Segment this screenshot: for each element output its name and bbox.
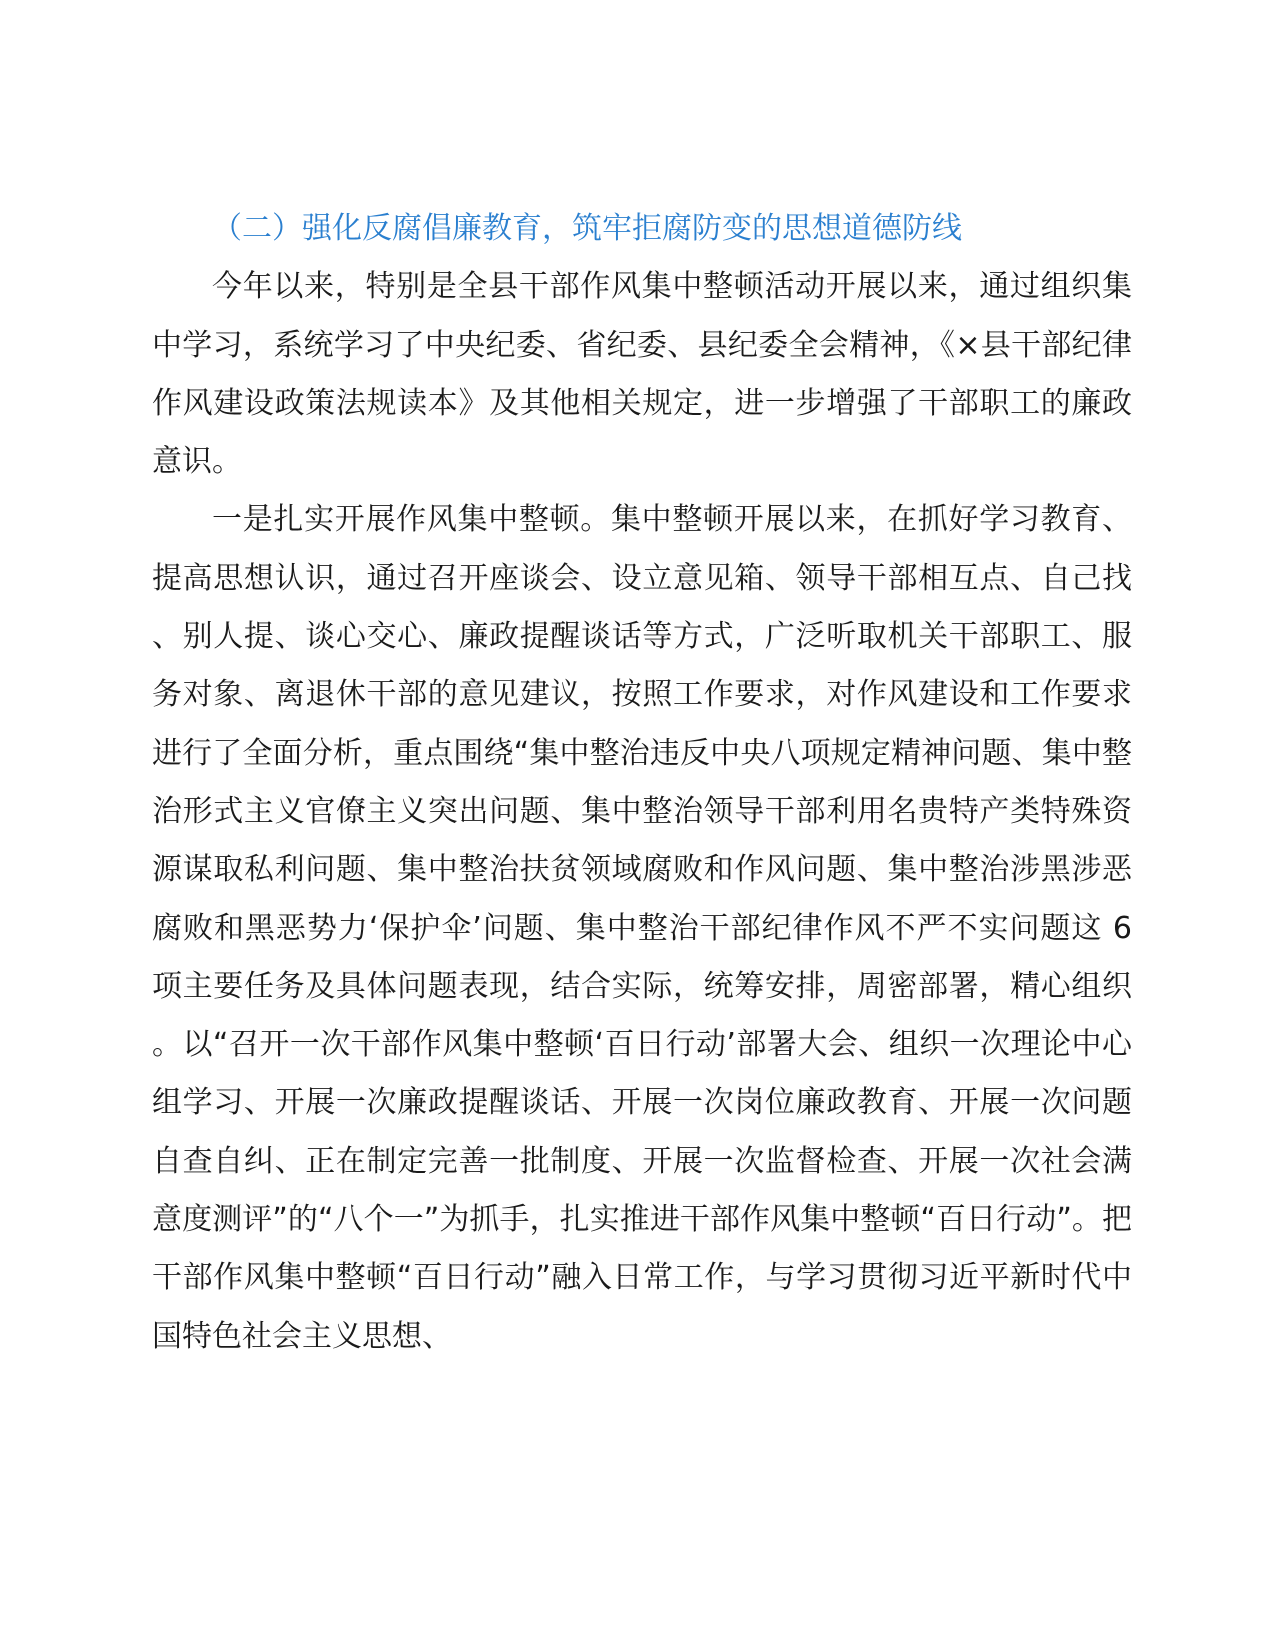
paragraph-rectification: 一是扎实开展作风集中整顿。集中整顿开展以来，在抓好学习教育、提高思想认识，通过召开座谈会、设立意见箱、领导干部相互点、自己找、别人提、谈心交心、廉政提醒谈话等方式，广泛听取机关干部职工、服务对象、离退休干部的意见建议，按照工作要求，对作风建设和工作要求进行了全面分析，重点围绕“集中整治违反中央八项规定精神问题、集中整治形式主义官僚主义突出问题、集中整治领导干部利用名贵特产类特殊资源谋取私利问题、集中整治扶贫领域腐败和作风问题、集中整治涉黑涉恶腐败和黑恶势力‘保护伞’问题、集中整治干部纪律作风不严不实问题这 6 项主要任务及具体问题表现，结合实际，统筹安排，周密部署，精心组织。以“召开一次干部作风集中整顿‘百日行动’部署大会、组织一次理论中心组学习、开展一次廉政提醒谈话、开展一次岗位廉政教育、开展一次问题自查自纠、正在制定完善一批制度、开展一次监督检查、开展一次社会满意度测评”的“八个一”为抓手，扎实推进干部作风集中整顿“百日行动”。把干部作风集中整顿“百日行动”融入日常工作，与学习贯彻习近平新时代中国特色社会主义思想、 bbox=[152, 502, 1132, 1354]
paragraph-intro: 今年以来，特别是全县干部作风集中整顿活动开展以来，通过组织集中学习，系统学习了中央纪委、省纪委、县纪委全会精神，《×县干部纪律作风建设政策法规读本》及其他相关规定，进一步增强了干部职工的廉政意识。 bbox=[152, 269, 1132, 480]
section-heading: （二）强化反腐倡廉教育，筑牢拒腐防变的思想道德防线 bbox=[212, 211, 962, 246]
document-body bbox=[152, 200, 1132, 1366]
